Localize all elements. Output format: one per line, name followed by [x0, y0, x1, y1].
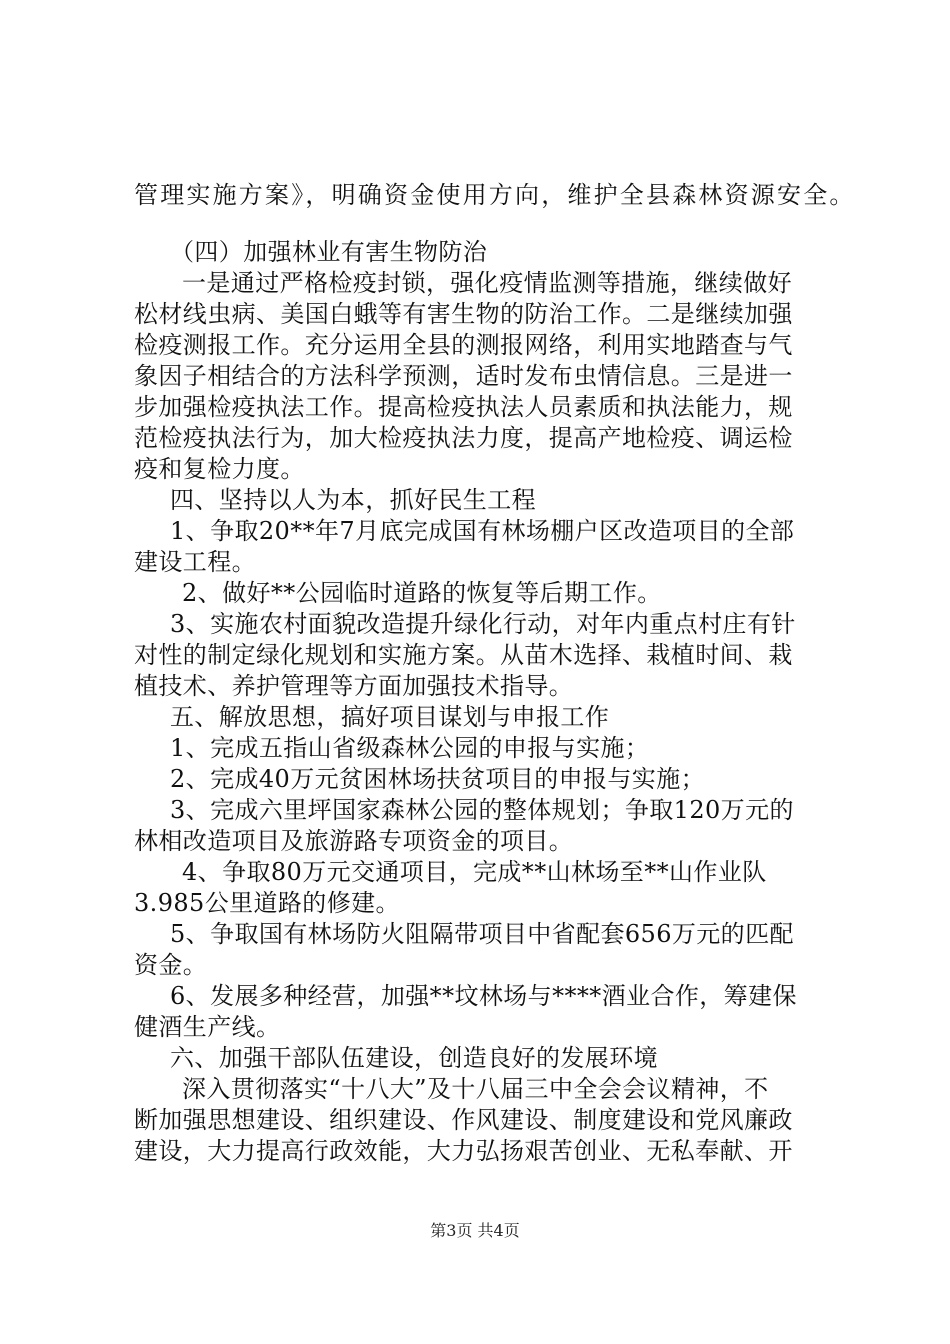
list-item: 1、完成五指山省级森林公园的申报与实施；: [170, 734, 650, 762]
list-item: 3、实施农村面貌改造提升绿化行动，对年内重点村庄有针: [170, 610, 796, 638]
list-item: 1、争取20**年7月底完成国有林场棚户区改造项目的全部: [170, 517, 795, 545]
text-line: 管理实施方案》，明确资金使用方向，维护全县森林资源安全。: [134, 181, 856, 209]
text-line: 资金。: [134, 951, 208, 979]
text-line: 象因子相结合的方法科学预测，适时发布虫情信息。三是进一: [134, 362, 793, 390]
text-line: 断加强思想建设、组织建设、作风建设、制度建设和党风廉政: [134, 1106, 793, 1134]
list-item: 2、完成40万元贫困林场扶贫项目的申报与实施；: [170, 765, 706, 793]
list-item: 2、做好**公园临时道路的恢复等后期工作。: [182, 579, 662, 607]
list-item: 6、发展多种经营，加强**坟林场与****酒业合作，筹建保: [170, 982, 797, 1010]
text-line: 对性的制定绿化规划和实施方案。从苗木选择、栽植时间、栽: [134, 641, 793, 669]
text-line: 建设，大力提高行政效能，大力弘扬艰苦创业、无私奉献、开: [134, 1137, 793, 1165]
text-line: 深入贯彻落实“十八大”及十八届三中全会会议精神，不: [182, 1075, 769, 1103]
section-heading: 六、加强干部队伍建设，创造良好的发展环境: [170, 1044, 658, 1072]
section-heading: （四）加强林业有害生物防治: [170, 238, 488, 266]
text-line: 林相改造项目及旅游路专项资金的项目。: [134, 827, 574, 855]
text-line: 范检疫执法行为，加大检疫执法力度，提高产地检疫、调运检: [134, 424, 793, 452]
section-heading: 五、解放思想，搞好项目谋划与申报工作: [170, 703, 610, 731]
text-line: 松材线虫病、美国白蛾等有害生物的防治工作。二是继续加强: [134, 300, 793, 328]
document-body: [134, 174, 856, 1167]
text-line: 一是通过严格检疫封锁，强化疫情监测等措施，继续做好: [182, 269, 792, 297]
text-line: 3.985公里道路的修建。: [134, 889, 400, 917]
section-heading: 四、坚持以人为本，抓好民生工程: [170, 486, 536, 514]
text-line: 建设工程。: [134, 548, 256, 576]
list-item: 4、争取80万元交通项目，完成**山林场至**山作业队: [182, 858, 767, 886]
paragraph-gap: [134, 216, 834, 237]
text-line: 健酒生产线。: [134, 1013, 281, 1041]
text-line: 疫和复检力度。: [134, 455, 305, 483]
list-item: 3、完成六里坪国家森林公园的整体规划；争取120万元的: [170, 796, 794, 824]
text-line: 检疫测报工作。充分运用全县的测报网络，利用实地踏查与气: [134, 331, 793, 359]
page-number-footer: 第3页 共4页: [430, 1221, 520, 1240]
text-line: 植技术、养护管理等方面加强技术指导。: [134, 672, 574, 700]
list-item: 5、争取国有林场防火阻隔带项目中省配套656万元的匹配: [170, 920, 794, 948]
text-line: 步加强检疫执法工作。提高检疫执法人员素质和执法能力，规: [134, 393, 793, 421]
